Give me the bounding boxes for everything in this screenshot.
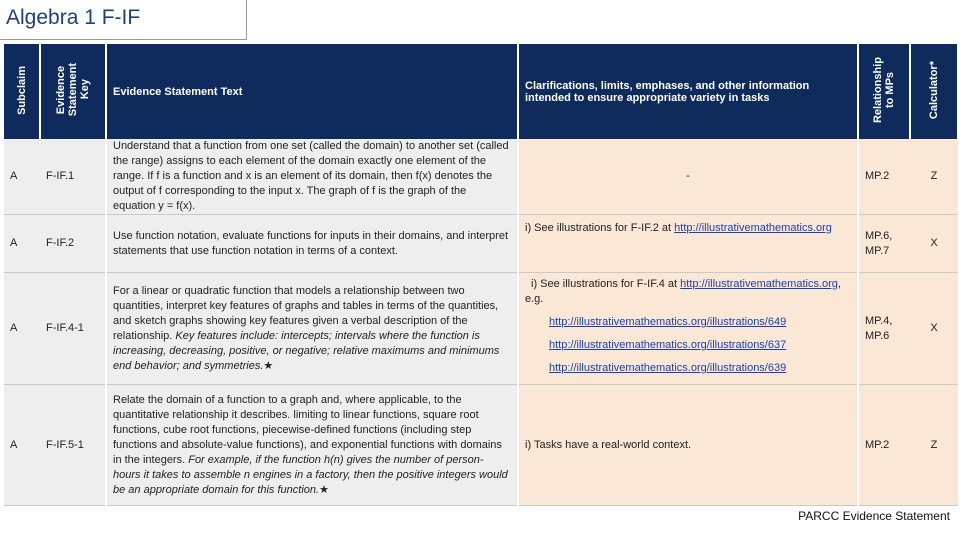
- evidence-table-container: [4, 44, 958, 502]
- statement-text: Relate the domain of a function to a graph and, where applicable, to the quantitative relationship it describes. limiting to linear functions, square root functions, cube root functions, piecewise-defined functions (including step functions and absolute-value functions), and exponential functions with domains in the integers.: [113, 393, 502, 466]
- statement-text: For a linear or quadratic function that models a relationship between two quantities, interpret key features of graphs and tables in terms of the quantities, and sketch graphs showing key features given a verbal description of the relationship.: [113, 284, 499, 342]
- table-row: [4, 273, 958, 385]
- table-row: [4, 215, 958, 273]
- clarification-text: i) See illustrations for F-IF.4 at: [531, 278, 681, 290]
- header-key: Evidence Statement Key: [40, 44, 106, 139]
- statement-emphasis: For example, if the function h(n) gives the number of person-hours it takes to assemble n engines in a factory, then the positive integers would be an appropriate domain for this function.: [113, 453, 508, 496]
- header-clarifications: Clarifications, limits, emphases, and other information intended to ensure appropriate variety in tasks: [518, 44, 858, 139]
- clarification-cell: i) Tasks have a real-world context.: [518, 385, 858, 506]
- mps-cell: MP.6, MP.7: [858, 215, 910, 273]
- clarification-cell: -: [518, 139, 858, 215]
- mps-cell: MP.2: [858, 139, 910, 215]
- subclaim-cell: A: [4, 139, 40, 215]
- clarification-suffix: , e.g.: [525, 278, 841, 305]
- illustrations-link[interactable]: http://illustrativemathematics.org: [680, 278, 838, 290]
- illustration-639-link[interactable]: http://illustrativemathematics.org/illustrations/639: [549, 362, 787, 374]
- star-icon: ★: [263, 359, 274, 372]
- clarification-text: i) See illustrations for F-IF.2 at: [525, 222, 675, 234]
- title-box: [0, 0, 247, 40]
- calculator-cell: Z: [910, 139, 958, 215]
- mps-cell: MP.2: [858, 385, 910, 506]
- footer-label: PARCC Evidence Statement: [798, 509, 950, 523]
- statement-cell: [106, 385, 518, 506]
- star-icon: ★: [319, 483, 329, 496]
- illustration-637-link[interactable]: http://illustrativemathematics.org/illustrations/637: [549, 339, 787, 351]
- header-subclaim: Subclaim: [4, 44, 40, 139]
- clarification-cell: [518, 273, 858, 385]
- calculator-cell: X: [910, 215, 958, 273]
- header-text: Evidence Statement Text: [106, 44, 518, 139]
- key-cell: F-IF.4-1: [40, 273, 106, 385]
- header-calculator: Calculator*: [910, 44, 958, 139]
- key-cell: F-IF.1: [40, 139, 106, 215]
- table-row: [4, 385, 958, 506]
- mps-cell: MP.4, MP.6: [858, 273, 910, 385]
- illustrations-link[interactable]: http://illustrativemathematics.org: [674, 222, 832, 234]
- statement-cell: [106, 273, 518, 385]
- subclaim-cell: A: [4, 273, 40, 385]
- statement-cell: Use function notation, evaluate functions for inputs in their domains, and interpret statements that use function notation in terms of a context.: [106, 215, 518, 273]
- key-cell: F-IF.5-1: [40, 385, 106, 506]
- header-row: [4, 44, 958, 139]
- illustration-649-link[interactable]: http://illustrativemathematics.org/illustrations/649: [549, 316, 787, 328]
- subclaim-cell: A: [4, 215, 40, 273]
- calculator-cell: X: [910, 273, 958, 385]
- header-mps: Relationship to MPs: [858, 44, 910, 139]
- calculator-cell: Z: [910, 385, 958, 506]
- evidence-table: [4, 44, 959, 506]
- subclaim-cell: A: [4, 385, 40, 506]
- table-row: [4, 139, 958, 215]
- clarification-cell: [518, 215, 858, 273]
- key-cell: F-IF.2: [40, 215, 106, 273]
- statement-cell: Understand that a function from one set (called the domain) to another set (called the range) assigns to each element of the domain exactly one element of the range. If f is a function and x is an element of its domain, then f(x) denotes the output of f corresponding to the input x. The graph of f is the graph of the equation y = f(x).: [106, 139, 518, 215]
- page-title: Algebra 1 F-IF: [6, 6, 141, 29]
- statement-emphasis: Key features include: intercepts; intervals where the function is increasing, decreasing, positive, or negative; relative maximums and minimums end behavior; and symmetries.: [113, 329, 500, 372]
